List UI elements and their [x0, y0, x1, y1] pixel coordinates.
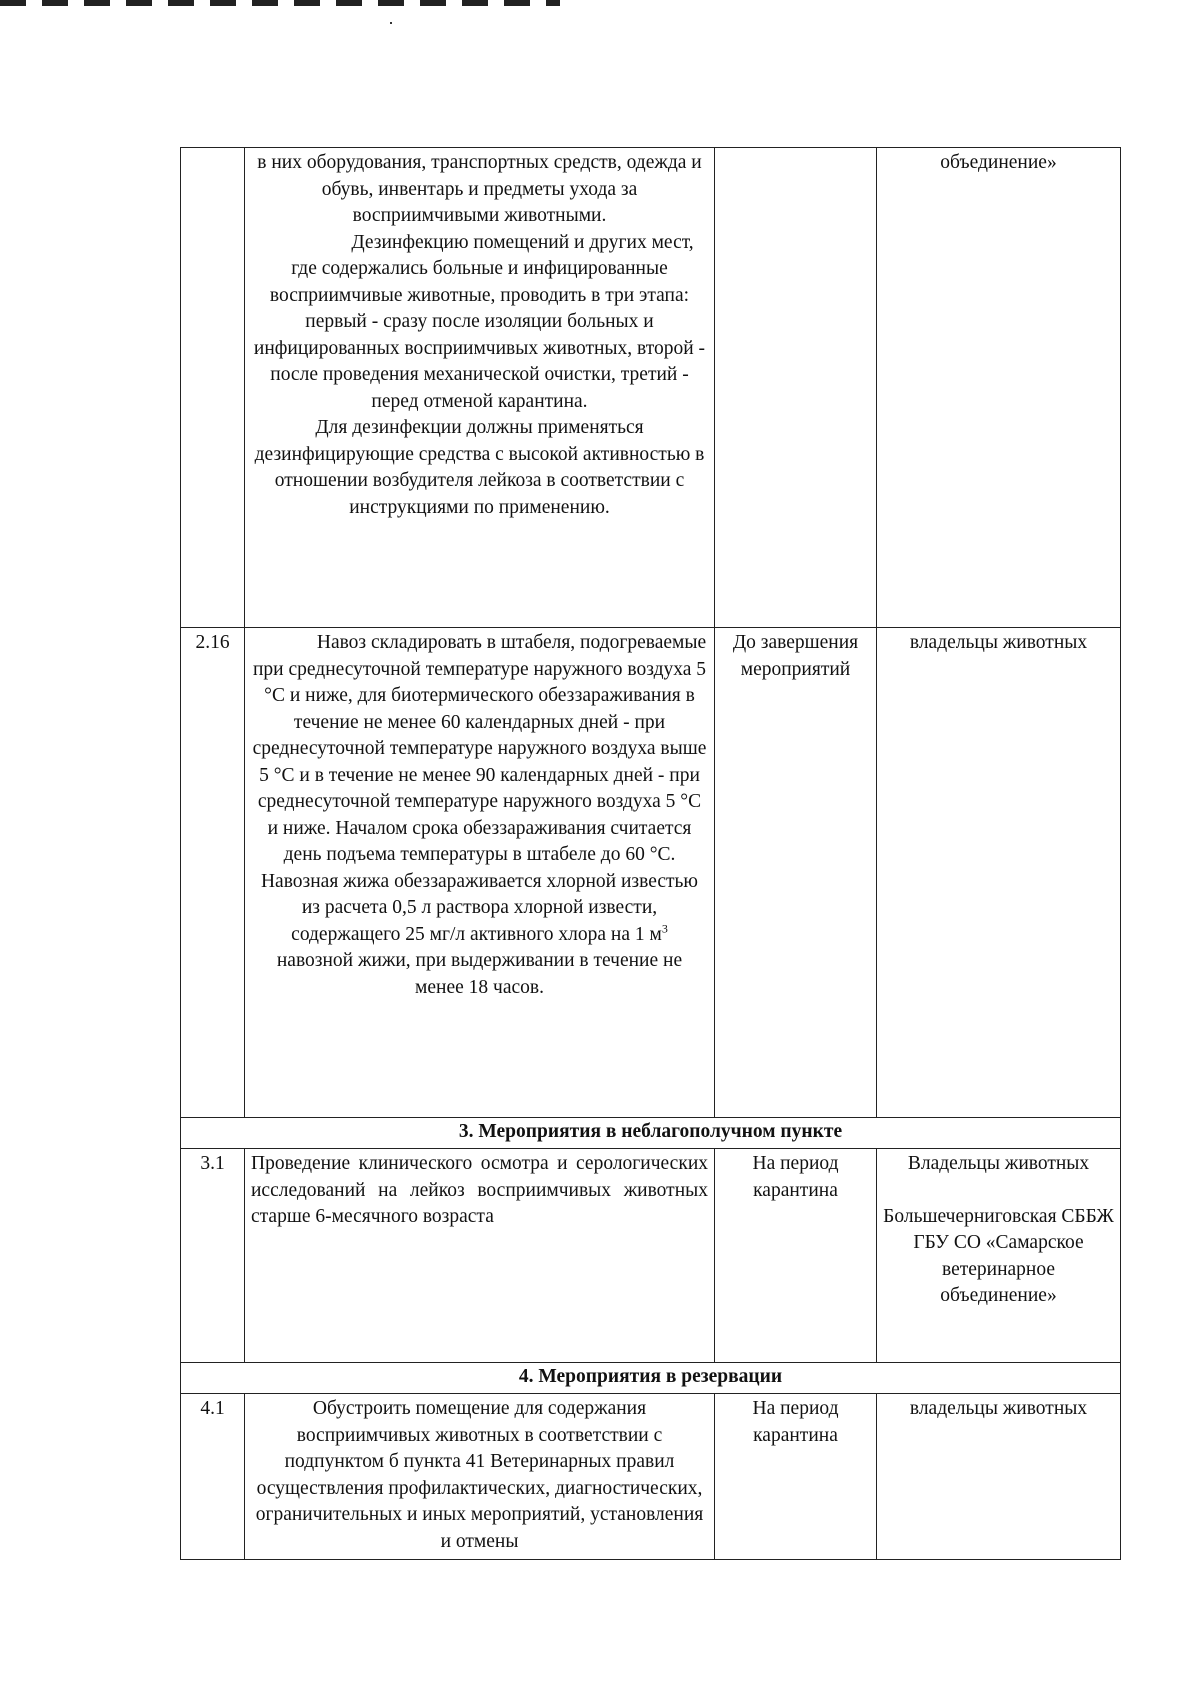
measure-paragraph: в них оборудования, транспортных средств, одежда и обувь, инвентарь и предметы ухода за восприимчивыми животными.: [257, 152, 702, 226]
term-cell: [715, 628, 877, 1118]
measure-paragraph: [251, 630, 708, 1001]
responsible-cell: [877, 628, 1121, 1118]
term-cell: [715, 1394, 877, 1560]
measure-text: Проведение клинического осмотра и серологических исследований на лейкоз восприимчивых животных старше 6-месячного возраста: [251, 1153, 708, 1227]
responsible-organization: Большечерниговская СББЖ ГБУ СО «Самарское ветеринарное объединение»: [883, 1205, 1114, 1306]
row-number-cell: [181, 148, 245, 628]
section-title: 4. Мероприятия в резервации: [181, 1363, 1121, 1394]
responsible-cell: [877, 1394, 1121, 1560]
row-number: 3.1: [200, 1153, 225, 1174]
responsible-text: владельцы животных: [909, 1398, 1088, 1419]
measure-text: Обустроить помещение для содержания восприимчивых животных в соответствии с подпунктом б пункта 41 Ветеринарных правил осуществления профилактических, диагностических, ограничительных и иных мероприятий, установления и отмены: [255, 1398, 704, 1552]
measure-paragraph: Дезинфекцию помещений и других мест, где содержались больные и инфицированные восприимчивые животные, проводить в три этапа: первый - сразу после изоляции больных и инфицированных восприимчивых животных, второй - после проведения механической очистки, третий - перед отменой карантина.: [253, 231, 706, 412]
term-text: На период карантина: [752, 1398, 839, 1446]
term-text: До завершения мероприятий: [732, 632, 859, 680]
table-row-2-16: [181, 628, 1121, 1118]
top-dashed-line: [0, 0, 560, 6]
measure-text-cell: [245, 148, 715, 628]
measure-text-cell: [245, 1394, 715, 1560]
row-number-cell: [181, 1394, 245, 1560]
row-number: 4.1: [200, 1398, 225, 1419]
table-row-continued: [181, 148, 1121, 628]
row-number-cell: [181, 628, 245, 1118]
table-row-4-1: [181, 1394, 1121, 1560]
row-number: 2.16: [195, 632, 230, 653]
section-header-row: [181, 1363, 1121, 1394]
responsible-cell: [877, 1149, 1121, 1363]
responsible-text: объединение»: [940, 152, 1057, 173]
measure-text: Навоз складировать в штабеля, подогреваемые при среднесуточной температуре наружного воздуха 5 °С и ниже, для биотермического обеззараживания в течение не менее 60 календарных дней - при среднесуточной температуре наружного воздуха выше 5 °С и в течение не менее 90 календарных дней - при среднесуточной температуре наружного воздуха 5 °С и ниже. Началом срока обеззараживания считается день подъема температуры в штабеле до 60 °С. Навозная жижа обеззараживается хлорной известью из расчета 0,5 л раствора хлорной извести, содержащего 25 мг/л активного хлора на 1 м: [252, 632, 707, 945]
term-cell: [715, 1149, 877, 1363]
section-title: 3. Мероприятия в неблагополучном пункте: [181, 1118, 1121, 1149]
scan-speck: [390, 22, 392, 24]
table-row-3-1: [181, 1149, 1121, 1363]
measure-text-cell: [245, 628, 715, 1118]
measure-text-cell: [245, 1149, 715, 1363]
responsible-text: Владельцы животных: [907, 1153, 1090, 1174]
measure-text-end: навозной жижи, при выдерживании в течение не менее 18 часов.: [276, 950, 683, 998]
measures-table: [180, 147, 1121, 1560]
section-header-row: [181, 1118, 1121, 1149]
term-text: На период карантина: [752, 1153, 839, 1201]
spacer: [883, 1178, 1114, 1204]
superscript: 3: [661, 921, 668, 935]
responsible-cell: [877, 148, 1121, 628]
measure-paragraph: Для дезинфекции должны применяться дезинфицирующие средства с высокой активностью в отношении возбудителя лейкоза в соответствии с инструкциями по применению.: [254, 417, 705, 518]
responsible-text: владельцы животных: [909, 632, 1088, 653]
row-number-cell: [181, 1149, 245, 1363]
term-cell: [715, 148, 877, 628]
